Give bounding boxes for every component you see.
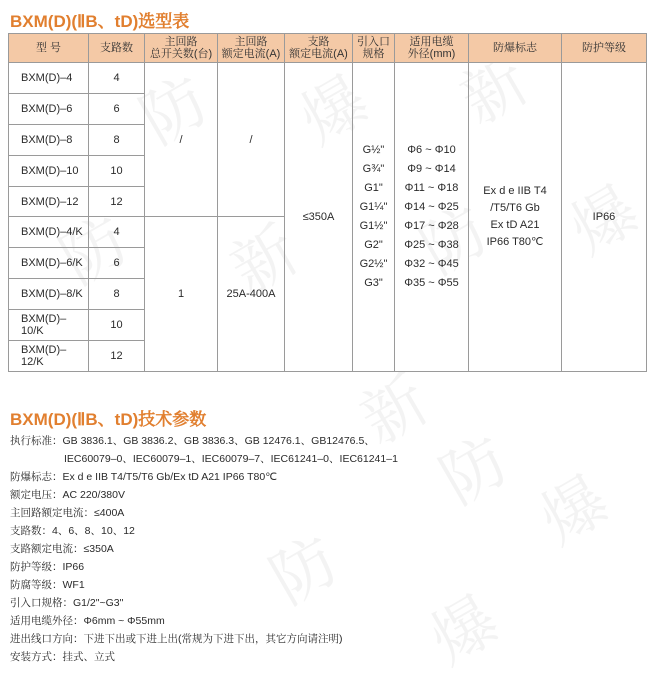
tech-params-list bbox=[10, 432, 398, 666]
column-header: 支路数 bbox=[89, 34, 145, 63]
branch-count-cell: 12 bbox=[89, 186, 145, 217]
selection-table bbox=[8, 33, 647, 372]
tech-params-title: BXM(D)(ⅡB、tD)技术参数 bbox=[10, 410, 207, 429]
switch-count-cell: 1 bbox=[145, 217, 218, 371]
column-header: 防护等级 bbox=[562, 34, 647, 63]
model-cell: BXM(D)–8 bbox=[9, 124, 89, 155]
model-cell: BXM(D)–8/K bbox=[9, 279, 89, 310]
branch-count-cell: 6 bbox=[89, 93, 145, 124]
cell-line: Φ25 ~ Φ38 bbox=[404, 238, 459, 251]
model-cell: BXM(D)–6 bbox=[9, 93, 89, 124]
tech-param-line: 主回路额定电流：≤400A bbox=[10, 507, 125, 519]
cell-line: Φ35 ~ Φ55 bbox=[404, 276, 459, 289]
tech-param-line: 支路数：4、6、8、10、12 bbox=[10, 525, 135, 537]
branch-count-cell: 6 bbox=[89, 248, 145, 279]
branch-count-cell: 4 bbox=[89, 217, 145, 248]
cell-line: Φ9 ~ Φ14 bbox=[407, 162, 456, 175]
tech-param-line: 适用电缆外径：Φ6mm ~ Φ55mm bbox=[10, 615, 165, 627]
model-cell: BXM(D)–10/K bbox=[9, 310, 89, 341]
table-row bbox=[9, 63, 647, 94]
switch-count-cell: / bbox=[145, 63, 218, 217]
cell-line: G2½" bbox=[359, 257, 388, 270]
cell-line: Ex tD A21 bbox=[490, 218, 540, 231]
entry-spec-cell bbox=[353, 63, 395, 372]
main-current-cell: / bbox=[218, 63, 285, 217]
cell-line: Ex d e IIB T4 bbox=[483, 184, 547, 197]
branch-count-cell: 8 bbox=[89, 124, 145, 155]
model-cell: BXM(D)–6/K bbox=[9, 248, 89, 279]
tech-param-line: 执行标准：GB 3836.1、GB 3836.2、GB 3836.3、GB 12476.1、GB12476.5、 bbox=[10, 435, 375, 447]
tech-param-line: 引入口规格：G1/2"~G3" bbox=[10, 597, 124, 609]
branch-count-cell: 10 bbox=[89, 310, 145, 341]
cell-line: G3" bbox=[364, 276, 383, 289]
cell-line: Φ32 ~ Φ45 bbox=[404, 257, 459, 270]
tech-param-line: 额定电压：AC 220/380V bbox=[10, 489, 125, 501]
cell-line: G¾" bbox=[362, 162, 385, 175]
branch-current-cell: ≤350A bbox=[285, 63, 353, 372]
column-header: 支路 额定电流(A) bbox=[285, 34, 353, 63]
cell-line: G2" bbox=[364, 238, 383, 251]
cell-line: G½" bbox=[362, 143, 385, 156]
cell-line: /T5/T6 Gb bbox=[490, 201, 540, 214]
cell-line: G1" bbox=[364, 181, 383, 194]
tech-param-line: 防护等级：IP66 bbox=[10, 561, 85, 573]
tech-param-line: 防腐等级：WF1 bbox=[10, 579, 85, 591]
branch-count-cell: 12 bbox=[89, 341, 145, 372]
selection-table-title: BXM(D)(ⅡB、tD)选型表 bbox=[10, 12, 190, 31]
model-cell: BXM(D)–10 bbox=[9, 155, 89, 186]
table-header-row bbox=[9, 34, 647, 63]
column-header: 型 号 bbox=[9, 34, 89, 63]
model-cell: BXM(D)–4/K bbox=[9, 217, 89, 248]
tech-param-line: 安装方式：挂式、立式 bbox=[10, 651, 115, 663]
cell-line: IP66 T80℃ bbox=[486, 235, 544, 248]
cell-line: G1½" bbox=[359, 219, 388, 232]
tech-param-line: 支路额定电流：≤350A bbox=[10, 543, 114, 555]
cell-line: Φ14 ~ Φ25 bbox=[404, 200, 459, 213]
tech-param-line: IEC60079–0、IEC60079–1、IEC60079–7、IEC61241–0、IEC61241–1 bbox=[64, 453, 398, 465]
branch-count-cell: 10 bbox=[89, 155, 145, 186]
column-header: 主回路 总开关数(台) bbox=[145, 34, 218, 63]
column-header: 主回路 额定电流(A) bbox=[218, 34, 285, 63]
branch-count-cell: 4 bbox=[89, 63, 145, 94]
tech-param-line: 防爆标志：Ex d e IIB T4/T5/T6 Gb/Ex tD A21 IP66 T80℃ bbox=[10, 471, 278, 483]
branch-count-cell: 8 bbox=[89, 279, 145, 310]
column-header: 引入口 规格 bbox=[353, 34, 395, 63]
protection-grade-cell: IP66 bbox=[562, 63, 647, 372]
cell-line: G1¼" bbox=[359, 200, 388, 213]
model-cell: BXM(D)–4 bbox=[9, 63, 89, 94]
main-current-cell: 25A-400A bbox=[218, 217, 285, 371]
cell-line: Φ6 ~ Φ10 bbox=[407, 143, 456, 156]
cable-diameter-cell bbox=[395, 63, 469, 372]
model-cell: BXM(D)–12 bbox=[9, 186, 89, 217]
model-cell: BXM(D)–12/K bbox=[9, 341, 89, 372]
cell-line: Φ17 ~ Φ28 bbox=[404, 219, 459, 232]
column-header: 适用电缆 外径(mm) bbox=[395, 34, 469, 63]
column-header: 防爆标志 bbox=[469, 34, 562, 63]
ex-marking-cell bbox=[469, 63, 562, 372]
tech-param-line: 进出线口方向：下进下出或下进上出(常规为下进下出，其它方向请注明) bbox=[10, 633, 343, 645]
cell-line: Φ11 ~ Φ18 bbox=[404, 181, 459, 194]
